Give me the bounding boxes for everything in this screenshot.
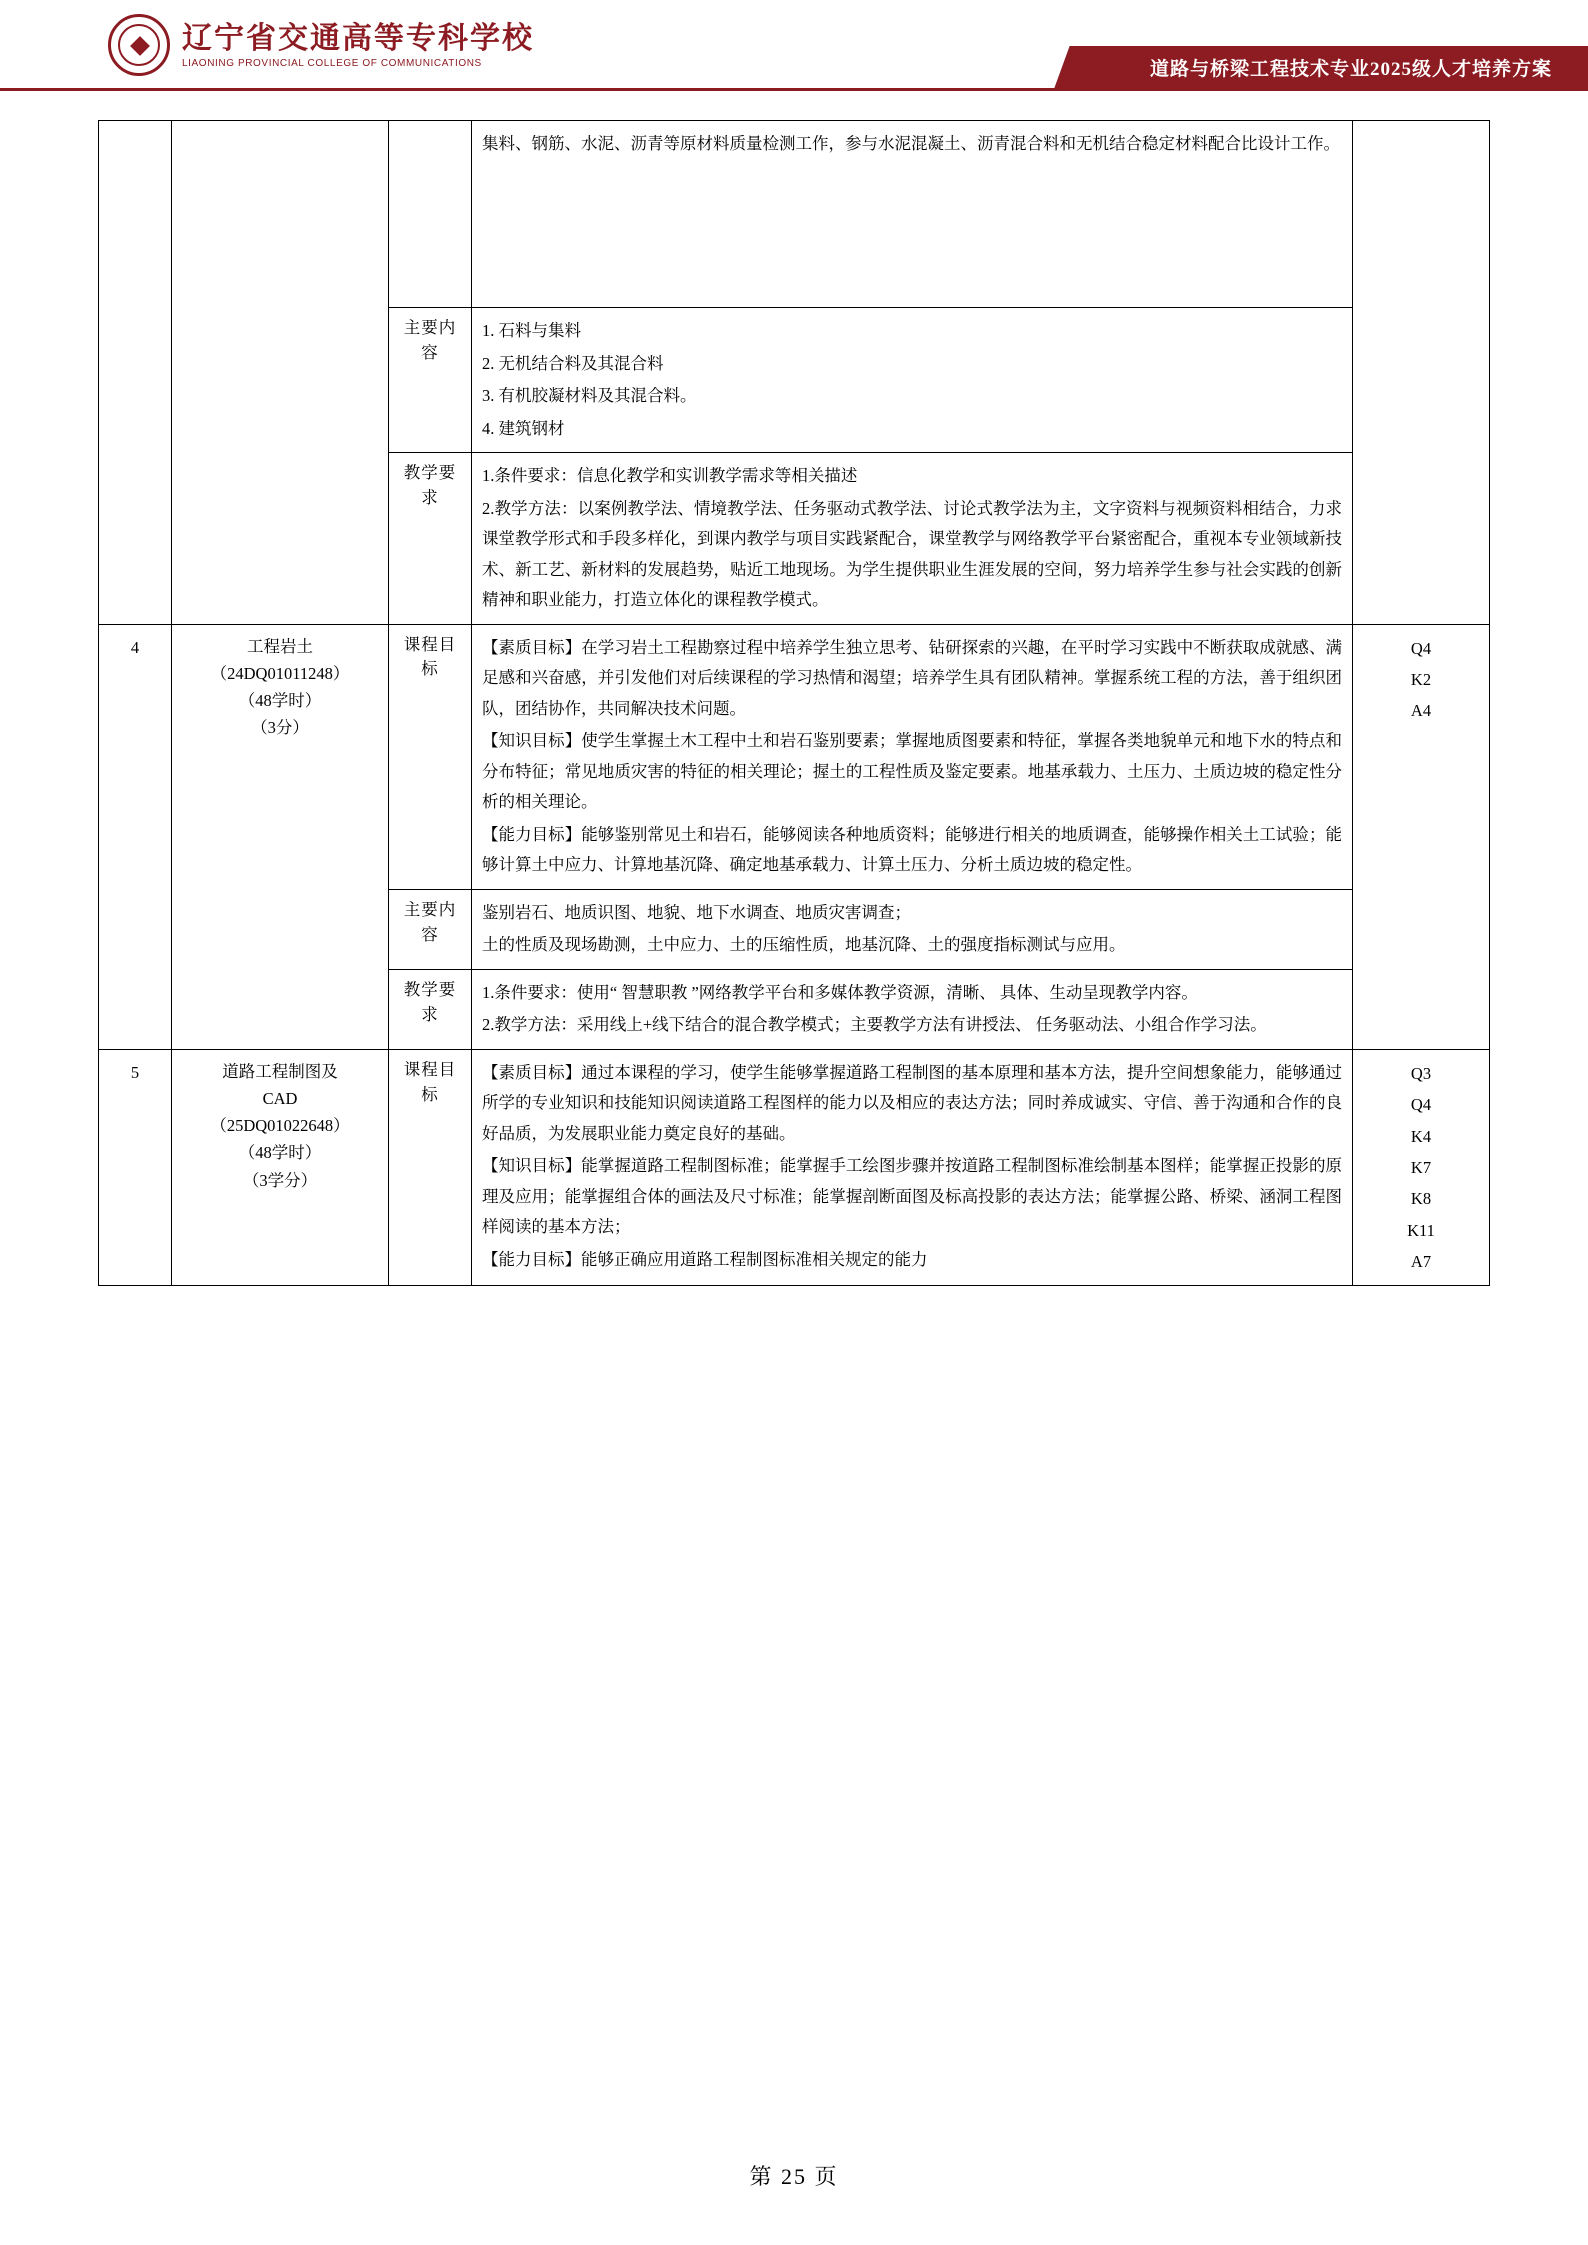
course-title-2: CAD [262, 1089, 298, 1109]
competency-code-cell [1353, 624, 1490, 1049]
code-item: Q4 [1410, 1095, 1432, 1115]
page-number-block [739, 2158, 848, 2193]
paragraph: 2.教学方法：采用线上+线下结合的混合教学模式；主要教学方法有讲授法、 任务驱动法、小组合作学习法。 [482, 1015, 1267, 1035]
table-row [99, 1049, 1490, 1285]
block-label-cell [389, 121, 472, 308]
label-text: 教学要求 [403, 979, 457, 1024]
paragraph: 土的性质及现场勘测，土中应力、土的压缩性质，地基沉降、土的强度指标测试与应用。 [482, 935, 1126, 955]
paragraph: 1.条件要求：使用“ 智慧职教 ”网络教学平台和多媒体教学资源，清晰、 具体、生动呈现教学内容。 [482, 982, 1198, 1002]
course-name-cell [172, 1049, 389, 1285]
course-credits: （3分） [251, 718, 309, 738]
block-label-cell [389, 969, 472, 1049]
school-seal-icon [108, 14, 170, 76]
label-text: 课程目标 [403, 634, 457, 679]
course-code: （24DQ01011248） [210, 663, 350, 683]
page-prefix: 第 [749, 2164, 774, 2189]
block-body-cell [472, 969, 1353, 1049]
paragraph: 2.教学方法：以案例教学法、情境教学法、任务驱动式教学法、讨论式教学法为主，文字资料与视频资料相结合，力求课堂教学形式和手段多样化，到课内教学与项目实践紧配合，课堂教学与网络教学平台紧密配合，重视本专业领域新技术、新工艺、新材料的发展趋势，贴近工地现场。为学生提供职业生涯发展的空间，努力培养学生参与社会实践的创新精神和职业能力，打造立体化的课程教学模式。 [482, 498, 1342, 610]
block-label-cell [389, 308, 472, 453]
paragraph: 【知识目标】使学生掌握土木工程中土和岩石鉴别要素；掌握地质图要素和特征，掌握各类地貌单元和地下水的特点和分布特征；常见地质灾害的特征的相关理论；握土的工程性质及鉴定要素。地基承载力、土压力、土质边坡的稳定性分析的相关理论。 [482, 731, 1342, 812]
code-item: K8 [1410, 1189, 1432, 1209]
code-item: K4 [1410, 1126, 1432, 1146]
competency-code-cell [1353, 1049, 1490, 1285]
paragraph: 1.条件要求：信息化教学和实训教学需求等相关描述 [482, 466, 858, 486]
paragraph: 1. 石料与集料 [482, 321, 581, 340]
row-index-cell: 4 [99, 624, 172, 1049]
course-hours: （48学时） [238, 1143, 322, 1163]
block-body-cell [472, 453, 1353, 625]
school-name-block [182, 22, 534, 69]
code-item: K2 [1410, 669, 1432, 689]
paragraph: 【素质目标】在学习岩土工程勘察过程中培养学生独立思考、钻研探索的兴趣，在平时学习实践中不断获取成就感、满足感和兴奋感，并引发他们对后续课程的学习热情和渴望；培养学生具有团队精神。掌握系统工程的方法，善于组织团队，团结协作，共同解决技术问题。 [482, 637, 1342, 718]
block-body-cell [472, 121, 1353, 308]
paragraph: 【能力目标】能够鉴别常见土和岩石，能够阅读各种地质资料；能够进行相关的地质调查，能够操作相关土工试验；能够计算土中应力、计算地基沉降、确定地基承载力、计算土压力、分析土质边坡的稳定性。 [482, 824, 1342, 875]
row-index-cell: 5 [99, 1049, 172, 1285]
page-header [0, 0, 1588, 104]
paragraph: 【素质目标】通过本课程的学习，使学生能够掌握道路工程制图的基本原理和基本方法，提升空间想象能力，能够通过所学的专业知识和技能知识阅读道路工程图样的能力以及相应的表达方法；同时养成诚实、守信、善于沟通和合作的良好品质，为发展职业能力奠定良好的基础。 [482, 1062, 1342, 1143]
block-body-cell [472, 624, 1353, 889]
block-label-cell [389, 624, 472, 889]
paragraph: 【能力目标】能够正确应用道路工程制图标准相关规定的能力 [482, 1249, 928, 1269]
paragraph: 4. 建筑钢材 [482, 418, 565, 438]
code-item: Q3 [1410, 1063, 1432, 1083]
block-label-cell [389, 453, 472, 625]
page-suffix: 页 [814, 2164, 839, 2189]
block-body-cell [472, 889, 1353, 969]
course-credits: （3学分） [242, 1170, 318, 1190]
paragraph: 【知识目标】能掌握道路工程制图标准；能掌握手工绘图步骤并按道路工程制图标准绘制基本图样；能掌握正投影的原理及应用；能掌握组合体的画法及尺寸标准；能掌握剖断面图及标高投影的表达方法；能掌握公路、桥梁、涵洞工程图样阅读的基本方法； [482, 1156, 1342, 1237]
paragraph: 鉴别岩石、地质识图、地貌、地下水调查、地质灾害调查； [482, 902, 911, 922]
label-text: 主要内容 [403, 899, 457, 944]
page-number: 25 [781, 2164, 807, 2189]
label-text: 主要内容 [403, 318, 457, 362]
code-item: K7 [1410, 1157, 1432, 1177]
school-name-cn: 辽宁省交通高等专科学校 [182, 21, 534, 55]
block-label-cell [389, 889, 472, 969]
table-row [99, 121, 1490, 308]
paragraph: 2. 无机结合料及其混合料 [482, 353, 664, 373]
competency-code-cell [1353, 121, 1490, 625]
page-footer [0, 2158, 1588, 2193]
code-item: A4 [1410, 701, 1432, 721]
course-name-cell [172, 121, 389, 625]
course-hours: （48学时） [238, 691, 322, 711]
label-text: 教学要求 [403, 463, 457, 507]
course-title: 工程岩土 [247, 636, 313, 656]
code-item: A7 [1410, 1251, 1432, 1271]
row-index-cell [99, 121, 172, 625]
school-name-en: LIAONING PROVINCIAL COLLEGE OF COMMUNICATIONS [182, 57, 482, 69]
code-item: Q4 [1410, 638, 1432, 658]
course-name-cell [172, 624, 389, 1049]
course-title: 道路工程制图及 [222, 1061, 338, 1081]
table-row [99, 624, 1490, 889]
block-label-cell [389, 1049, 472, 1285]
paragraph: 3. 有机胶凝材料及其混合料。 [482, 386, 697, 406]
paragraph: 集料、钢筋、水泥、沥青等原材料质量检测工作，参与水泥混凝土、沥青混合料和无机结合稳定材料配合比设计工作。 [482, 134, 1340, 153]
block-body-cell [472, 1049, 1353, 1285]
document-title-banner: 道路与桥梁工程技术专业2025级人才培养方案 [1090, 46, 1588, 88]
course-code: （25DQ01022648） [210, 1116, 350, 1136]
code-item: K11 [1407, 1220, 1435, 1240]
label-text: 课程目标 [403, 1059, 457, 1104]
block-body-cell [472, 308, 1353, 453]
header-divider [0, 88, 1588, 91]
course-outline-table [98, 120, 1490, 1286]
school-logo [108, 14, 534, 76]
